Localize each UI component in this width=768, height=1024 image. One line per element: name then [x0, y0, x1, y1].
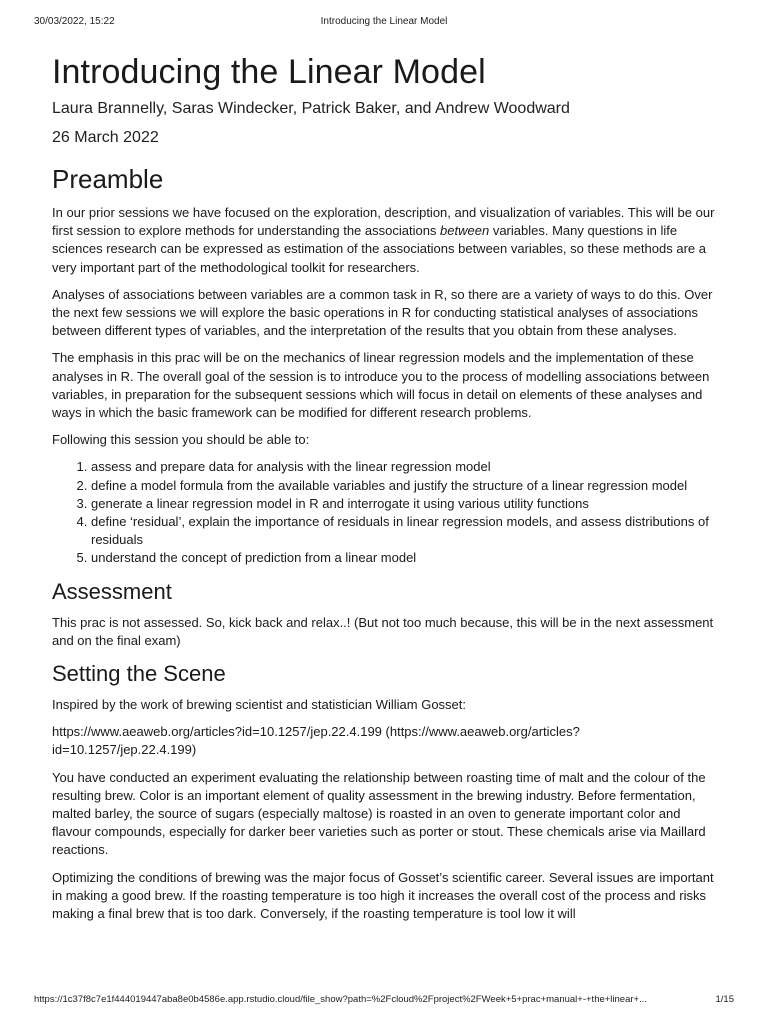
preamble-p1-text-b: variables. Many questions in life sciences research can be expressed as estimation of the associations between variables, so these methods are a very important part of the methodological toolkit for researchers.: [52, 223, 706, 275]
scene-paragraph-1: Inspired by the work of brewing scientist and statistician William Gosset:: [52, 697, 467, 713]
document-body: [52, 52, 720, 932]
list-item: 2. define a model formula from the available variables and justify the structure of a linear regression model: [91, 477, 720, 495]
scene-link-paragraph[interactable]: https://www.aeaweb.org/articles?id=10.1257/jep.22.4.199 (https://www.aeaweb.org/articles?id=10.1257/jep.22.4.199): [52, 724, 580, 758]
assessment-paragraph: This prac is not assessed. So, kick back and relax..! (But not too much because, this will be in the next assessment and on the final exam): [52, 614, 714, 648]
print-doc-title: Introducing the Linear Model: [320, 16, 448, 27]
section-heading-assessment: Assessment: [52, 578, 172, 604]
preamble-paragraph-1: [52, 204, 720, 277]
list-item: 5. understand the concept of prediction from a linear model: [91, 549, 720, 567]
preamble-paragraph-3: The emphasis in this prac will be on the mechanics of linear regression models and the implementation of these analyses in R. The overall goal of the session is to introduce you to the process of modelling associations between variables, in preparation for the subsequent sessions which will focus in detail on elements of these analyses and ways in which the basic framework can be modified for different research problems.: [52, 350, 710, 421]
preamble-p1-text-a: In our prior sessions we have focused on the exploration, description, and visualization of variables. This will be our first session to explore methods for understanding the associations: [52, 205, 715, 239]
preamble-paragraph-2: Analyses of associations between variables are a common task in R, so there are a variety of ways to do this. Over the next few sessions we will explore the basic operations in R for conducting statistical analyses of associations between different types of variables, and the interpretation of the results that you obtain from these analyses.: [52, 286, 713, 339]
scene-paragraph-4: Optimizing the conditions of brewing was the major focus of Gosset’s scientific career. Several issues are important in making a good brew. If the roasting temperature is too high it increases the overall cost of the process and risks making a final brew that is too dark. Conversely, if the roasting temperature is tool low it will: [52, 869, 714, 922]
print-footer: [34, 994, 734, 1008]
print-url: https://1c37f8c7e1f444019447aba8e0b4586e.app.rstudio.cloud/file_show?path=%2Fcloud%2Fproject%2FWeek+5+prac+manual+-+the+linear+...: [34, 994, 648, 1005]
section-heading-setting-the-scene: Setting the Scene: [52, 661, 226, 687]
preamble-paragraph-4: Following this session you should be able to:: [52, 432, 310, 448]
scene-paragraph-3: You have conducted an experiment evaluating the relationship between roasting time of malt and the colour of the resulting brew. Color is an important element of quality assessment in the brewing industry. Before fermentation, malted barley, the source of sugars (especially maltose) is roasted in an oven to generate important color and flavour compounds, especially for darker beer varieties such as porter or stout. These chemicals arise via Maillard reactions.: [52, 769, 706, 858]
document-title: Introducing the Linear Model: [52, 53, 486, 91]
print-header: [34, 16, 734, 30]
section-heading-preamble: Preamble: [52, 164, 164, 194]
document-date: 26 March 2022: [52, 129, 159, 146]
list-item: 3. generate a linear regression model in R and interrogate it using various utility functions: [91, 495, 720, 513]
list-item: 4. define ‘residual’, explain the importance of residuals in linear regression models, and assess distributions of residuals: [91, 513, 720, 549]
document-authors: Laura Brannelly, Saras Windecker, Patrick Baker, and Andrew Woodward: [52, 100, 570, 117]
page-number: 1/15: [715, 994, 734, 1005]
preamble-p1-emphasis: between: [440, 223, 490, 239]
list-item: 1. assess and prepare data for analysis with the linear regression model: [91, 458, 720, 476]
learning-objectives-list: [52, 458, 720, 567]
print-datetime: 30/03/2022, 15:22: [34, 16, 115, 27]
